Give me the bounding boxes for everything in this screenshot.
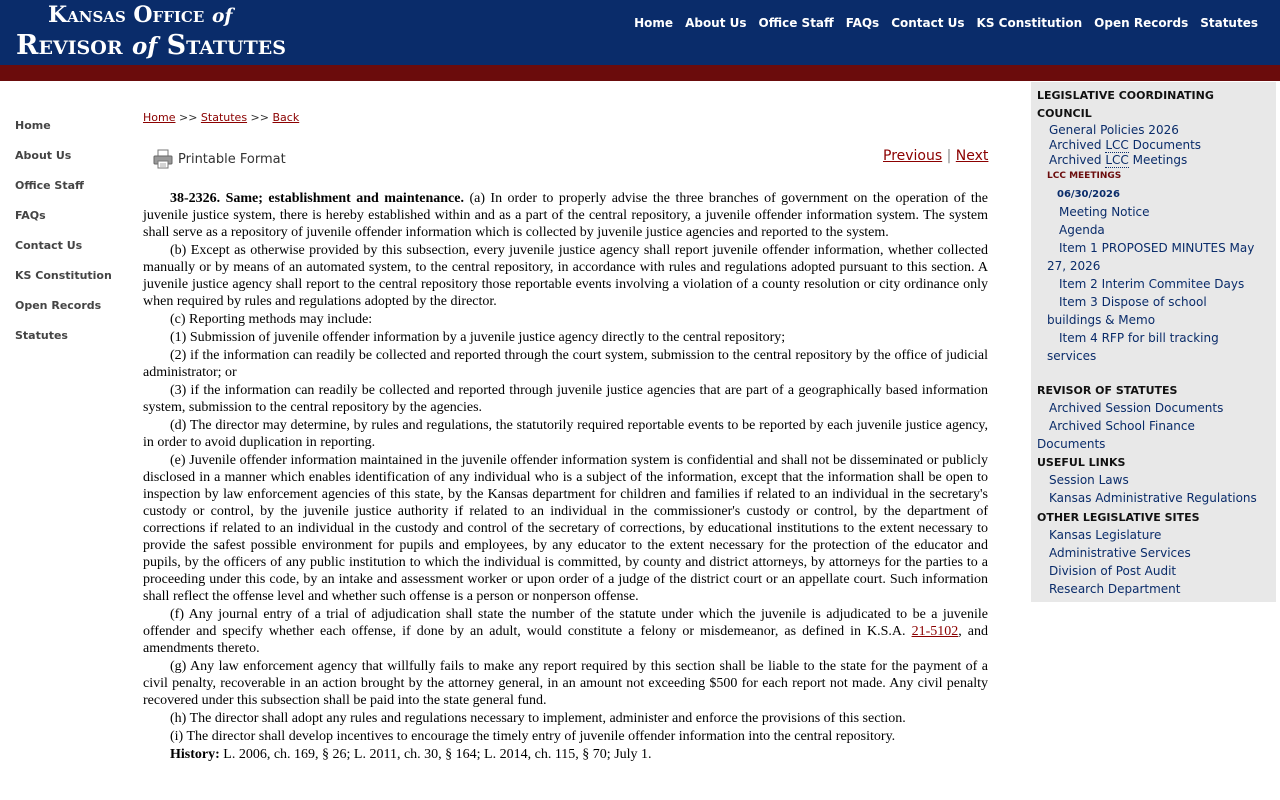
leftnav-open-records[interactable]: Open Records xyxy=(15,299,102,312)
breadcrumb-back-link[interactable]: Back xyxy=(272,111,300,124)
topnav-about-us[interactable]: About Us xyxy=(685,16,747,30)
useful-links-heading: USEFUL LINKS xyxy=(1037,456,1126,469)
breadcrumb-home-link[interactable]: Home xyxy=(143,111,176,124)
statute-subsection-c: (c) Reporting methods may include: xyxy=(170,312,373,327)
research-department-link[interactable]: Research Department xyxy=(1049,582,1181,596)
post-audit-link[interactable]: Division of Post Audit xyxy=(1049,564,1177,578)
prev-next-nav: Previous | Next xyxy=(883,148,989,164)
printable-format-label: Printable Format xyxy=(178,151,286,167)
printer-icon xyxy=(152,148,174,170)
statute-subsection-f: (f) Any journal entry of a trial of adjudication shall state the number of the statute under which the juvenile is adjudicated to be a juvenile offender and specify whether each offense, if done by an adult, would constitute a felony or misdemeanor, as defined in K.S.A. 21-5102, and amendments thereto. xyxy=(143,607,988,656)
topnav-home[interactable]: Home xyxy=(634,16,674,30)
leftnav-office-staff[interactable]: Office Staff xyxy=(15,179,84,192)
archived-session-documents-link[interactable]: Archived Session Documents xyxy=(1049,401,1224,415)
right-sidebar xyxy=(1031,82,1276,602)
site-header xyxy=(0,0,1280,65)
top-navigation xyxy=(634,16,1258,30)
statute-subsection-c1: (1) Submission of juvenile offender information by a juvenile justice agency directly to the central repository; xyxy=(170,330,786,345)
topnav-office-staff[interactable]: Office Staff xyxy=(758,16,834,30)
session-laws-link[interactable]: Session Laws xyxy=(1049,473,1129,487)
statute-subsection-h: (h) The director shall adopt any rules and regulations necessary to implement, administer and enforce the provisions of this section. xyxy=(170,711,906,726)
kansas-legislature-link[interactable]: Kansas Legislature xyxy=(1049,528,1162,542)
left-navigation xyxy=(15,118,135,358)
statute-subsection-d: (d) The director may determine, by rules and regulations, the statutorily required reportable events to be reported by each juvenile justice agency, in order to avoid duplication in reporting. xyxy=(143,418,988,450)
item2-link[interactable]: Item 2 Interim Commitee Days xyxy=(1059,277,1245,291)
printable-format-link[interactable] xyxy=(152,148,286,170)
item4-link[interactable]: Item 4 RFP for bill tracking xyxy=(1059,331,1219,345)
general-policies-link[interactable]: General Policies 2026 xyxy=(1049,123,1179,137)
revisor-heading: REVISOR OF STATUTES xyxy=(1037,384,1178,397)
meeting-notice-link[interactable]: Meeting Notice xyxy=(1059,205,1150,219)
leftnav-statutes[interactable]: Statutes xyxy=(15,329,68,342)
archived-school-finance-link[interactable]: Archived School Finance xyxy=(1049,419,1195,433)
statute-subsection-e: (e) Juvenile offender information maintained in the juvenile offender information system is confidential and shall not be disseminated or publicly disclosed in a manner which enables identification of any individual who is a subject of the information, except that the information shall be open to inspection by law enforcement agencies of this state, by the Kansas department for children and families if related to an individual in the secretary's custody or control, by the juvenile justice authority if related to an individual in the commissioner's custody or control, by the department of corrections if related to an individual in the custody and control of the secretary of corrections, by educational institutions to the extent necessary to provide the safest possible environment for pupils and employees, by any educator to the extent necessary for the protection of the educator and pupils, by the officers of any public institution to which the individual is committed, by county and district attorneys, by attorneys for the parties to a proceeding under this code, by an intake and assessment worker or upon order of a judge of the district court or an appellate court. Such information shall reflect the offense level and whether such offense is a person or nonperson offense. xyxy=(143,453,988,604)
archived-school-finance-link-cont[interactable]: Documents xyxy=(1037,437,1106,451)
topnav-faqs[interactable]: FAQs xyxy=(845,16,880,30)
leftnav-home[interactable]: Home xyxy=(15,119,51,132)
statute-heading: 38-2326. Same; establishment and maintenance. xyxy=(170,191,464,206)
statute-subsection-a: 38-2326. Same; establishment and maintenance. (a) In order to properly advise the three branches of government on the operation of the juvenile justice system, there is hereby established within and as a part of the central repository, a juvenile offender information system. The system shall serve as a repository of juvenile offender information which is collected by juvenile justice agencies and reported to the system. xyxy=(143,191,988,240)
other-sites-heading: OTHER LEGISLATIVE SITES xyxy=(1037,511,1200,524)
item1-link-cont[interactable]: 27, 2026 xyxy=(1047,259,1101,273)
statute-subsection-g: (g) Any law enforcement agency that willfully fails to make any report required by this section shall be liable to the state for the payment of a civil penalty, recoverable in an action brought by the attorney general, in an amount not exceeding $500 for each report not made. Any civil penalty recovered under this subsection shall be paid into the state general fund. xyxy=(143,659,988,708)
item4-link-cont[interactable]: services xyxy=(1047,349,1097,363)
lcc-heading: LEGISLATIVE COORDINATING COUNCIL xyxy=(1037,89,1214,120)
item3-link-cont[interactable]: buildings & Memo xyxy=(1047,313,1156,327)
leftnav-ks-constitution[interactable]: KS Constitution xyxy=(15,269,112,282)
topnav-contact-us[interactable]: Contact Us xyxy=(891,16,965,30)
statute-subsection-i: (i) The director shall develop incentives to encourage the timely entry of juvenile offender information into the central repository. xyxy=(170,729,896,744)
leftnav-about-us[interactable]: About Us xyxy=(15,149,72,162)
breadcrumb: Home >> Statutes >> Back xyxy=(143,111,300,124)
item3-link[interactable]: Item 3 Dispose of school xyxy=(1059,295,1207,309)
agenda-link[interactable]: Agenda xyxy=(1059,223,1105,237)
statute-subsection-c3: (3) if the information can readily be collected and reported through juvenile justice agencies that are part of a geographically based information system, submission to the central repository by the agencies. xyxy=(143,383,988,415)
kansas-admin-regs-link[interactable]: Kansas Administrative Regulations xyxy=(1049,491,1257,505)
topnav-statutes[interactable]: Statutes xyxy=(1200,16,1258,30)
item1-link[interactable]: Item 1 PROPOSED MINUTES May xyxy=(1059,241,1255,255)
statute-subsection-b: (b) Except as otherwise provided by this subsection, every juvenile justice agency shall report juvenile offender information, whether collected manually or by means of an automated system, to the central repository, in accordance with rules and regulations adopted pursuant to this section. A juvenile justice agency shall report to the central repository those reportable events involving a violation of a county resolution or city ordinance only when required by rules and regulations adopted by the director. xyxy=(143,243,988,309)
meeting-date: 06/30/2026 xyxy=(1057,189,1120,200)
lcc-meetings-subheading: LCC MEETINGS xyxy=(1047,171,1122,181)
statute-subsection-c2: (2) if the information can readily be collected and reported through the court system, submission to the central repository by the office of judicial administrator; or xyxy=(143,348,988,380)
leftnav-contact-us[interactable]: Contact Us xyxy=(15,239,83,252)
site-logo-line2[interactable]: Revisor of Statutes xyxy=(16,30,286,61)
header-accent-band xyxy=(0,65,1280,81)
previous-link[interactable]: Previous xyxy=(883,148,943,164)
site-logo-line1[interactable]: Kansas Office of xyxy=(48,2,233,28)
statute-text xyxy=(143,190,988,764)
breadcrumb-statutes-link[interactable]: Statutes xyxy=(200,111,248,124)
topnav-ks-constitution[interactable]: KS Constitution xyxy=(976,16,1083,30)
archived-lcc-meetings-link[interactable]: Archived LCC Meetings xyxy=(1049,153,1188,167)
administrative-services-link[interactable]: Administrative Services xyxy=(1049,546,1191,560)
archived-lcc-documents-link[interactable]: Archived LCC Documents xyxy=(1049,138,1202,152)
statute-history: History: L. 2006, ch. 169, § 26; L. 2011, ch. 30, § 164; L. 2014, ch. 115, § 70; July 1. xyxy=(170,747,652,762)
next-link[interactable]: Next xyxy=(955,148,989,164)
leftnav-faqs[interactable]: FAQs xyxy=(15,209,46,222)
statute-link-21-5102[interactable]: 21-5102 xyxy=(911,624,959,639)
topnav-open-records[interactable]: Open Records xyxy=(1094,16,1189,30)
